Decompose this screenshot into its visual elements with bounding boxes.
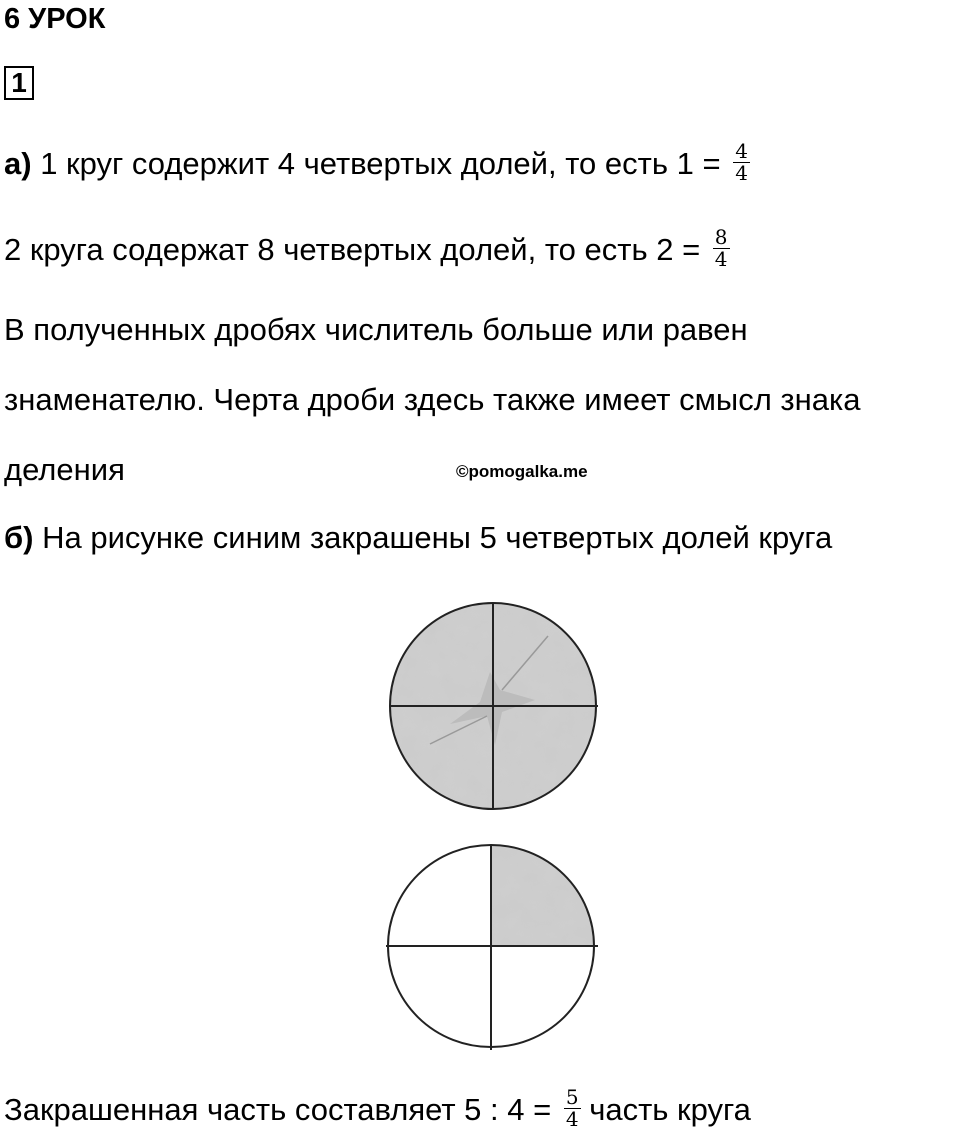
fraction-numerator: 8 <box>714 225 728 250</box>
watermark: ©pomogalka.me <box>456 462 588 481</box>
part-a-line-3: В полученных дробях числитель больше или равен <box>4 312 748 347</box>
part-b-text: На рисунке синим закрашены 5 четвертых долей круга <box>33 520 833 555</box>
circle-quarter <box>386 845 598 1050</box>
fraction-denominator: 4 <box>565 1107 579 1132</box>
fraction-numerator: 4 <box>735 139 748 164</box>
conclusion-text: Закрашенная часть составляет 5 : 4 = <box>4 1092 560 1127</box>
part-a-label: а) <box>4 146 32 181</box>
fraction-5-4 <box>564 1087 581 1130</box>
lesson-heading: 6 УРОК <box>4 3 106 35</box>
circle-full <box>390 603 598 809</box>
part-a-line-4: знаменателю. Черта дроби здесь также имеет смысл знака <box>4 382 861 417</box>
fraction-denominator: 4 <box>735 161 748 186</box>
part-b-label: б) <box>4 520 34 555</box>
part-a-line-5: деления <box>4 452 125 487</box>
conclusion-line <box>4 1085 751 1133</box>
task-number: 1 <box>4 66 34 100</box>
fraction-numerator: 5 <box>565 1085 579 1110</box>
circle-quarter-fill <box>491 845 594 946</box>
conclusion-after: часть круга <box>580 1092 751 1127</box>
part-a-line-2-text: 2 круга содержат 8 четвертых долей, то есть 2 = <box>4 232 709 267</box>
part-a-line-1-text: 1 круг содержит 4 четвертых долей, то есть 1 = <box>31 146 730 181</box>
fraction-denominator: 4 <box>714 247 728 272</box>
